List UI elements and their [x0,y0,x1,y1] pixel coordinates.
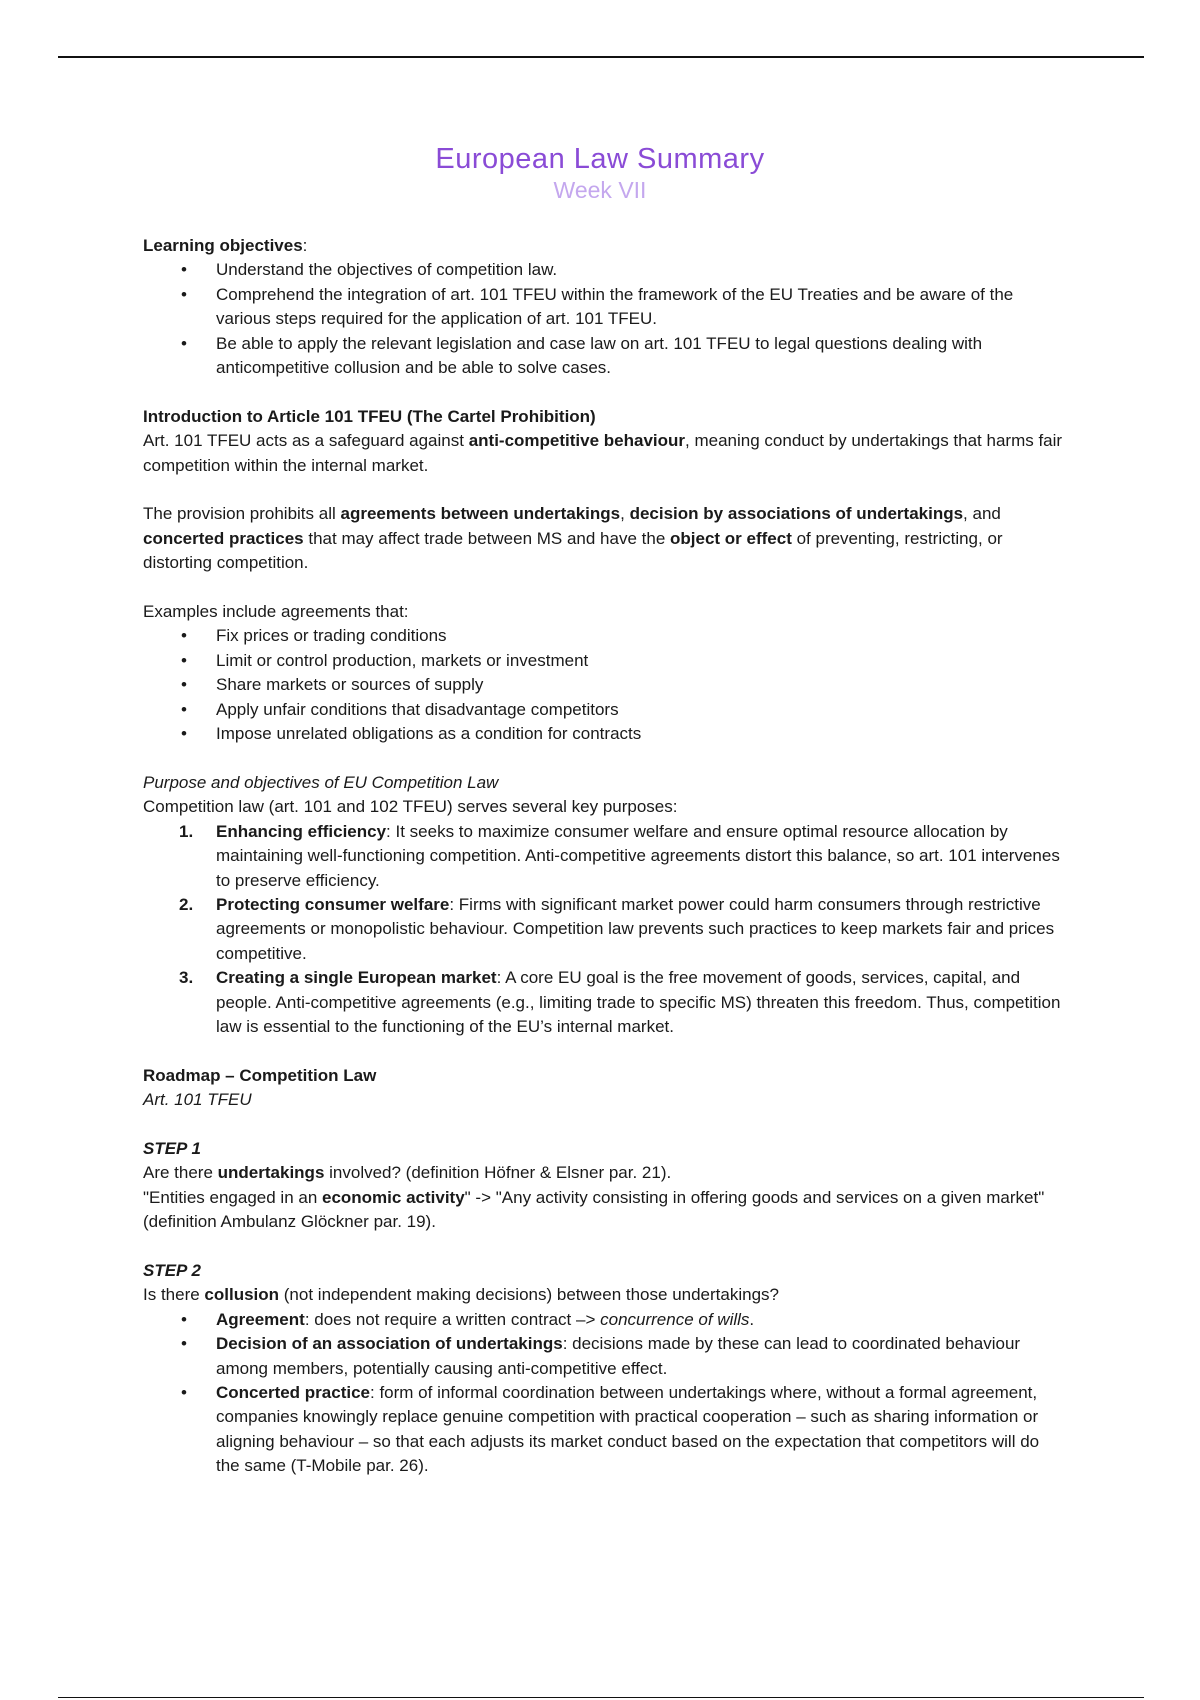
list-item: • Comprehend the integration of art. 101 TFEU within the framework of the EU Treaties and be aware of the various steps required for the application of art. 101 TFEU. [143,283,1063,332]
list-item: • Concerted practice: form of informal coordination between undertakings where, without a formal agreement, companies knowingly replace genuine competition with practical cooperation – such as sharing information or aligning behaviour – so that each adjusts its market conduct based on the expectation that competitors will do the same (T-Mobile par. 26). [143,1381,1063,1479]
collusion-forms-list [143,1308,1063,1479]
step1-line-2: "Entities engaged in an economic activity" -> "Any activity consisting in offering goods and services on a given market" (definition Ambulanz Glöckner par. 19). [143,1187,1045,1232]
list-item: • Be able to apply the relevant legislation and case law on art. 101 TFEU to legal questions dealing with anticompetitive collusion and be able to solve cases. [143,332,1063,381]
list-item: 1. Enhancing efficiency: It seeks to maximize consumer welfare and ensure optimal resource allocation by maintaining well-functioning competition. Anti-competitive agreements distort this balance, so art. 101 intervenes to preserve efficiency. [179,821,1060,890]
learning-objectives-list [143,258,1063,380]
step1-heading: STEP 1 [143,1138,201,1158]
list-item: • Decision of an association of undertakings: decisions made by these can lead to coordinated behaviour among members, potentially causing anti-competitive effect. [143,1332,1063,1381]
document-header [0,142,1200,204]
list-item: 3. Creating a single European market: A core EU goal is the free movement of goods, services, capital, and people. Anti-competitive agreements (e.g., limiting trade to specific MS) threaten this freedom. Thus, competition law is essential to the functioning of the EU’s internal market. [179,968,1061,1036]
footer-rule [58,1697,1144,1698]
intro-heading: Introduction to Article 101 TFEU (The Cartel Prohibition) [143,406,596,426]
step2-heading: STEP 2 [143,1260,201,1280]
list-item: 2. Protecting consumer welfare: Firms with significant market power could harm consumers through restrictive agreements or monopolistic behaviour. Competition law prevents such practices to keep markets fair and prices competitive. [179,894,1055,963]
purpose-list [143,820,1063,1040]
list-item: • Understand the objectives of competition law. [143,258,1063,282]
list-item: • Impose unrelated obligations as a condition for contracts [143,722,1063,746]
header-rule [58,56,1144,58]
list-item: • Agreement: does not require a written contract –> concurrence of wills. [143,1308,1063,1332]
roadmap-subheading: Art. 101 TFEU [143,1090,252,1110]
intro-paragraph-2: The provision prohibits all agreements between undertakings, decision by associations of undertakings, and concerted practices that may affect trade between MS and have the object or effect of preventing, restricting, or distorting competition. [143,504,1003,573]
intro-paragraph-1: Art. 101 TFEU acts as a safeguard against anti-competitive behaviour, meaning conduct by undertakings that harms fair competition within the internal market. [143,431,1063,475]
examples-list [143,624,1063,746]
examples-lead: Examples include agreements that: [143,602,409,622]
list-item: • Fix prices or trading conditions [143,624,1063,648]
step1-line-1: Are there undertakings involved? (definition Höfner & Elsner par. 21). [143,1163,672,1183]
document-body [143,234,1063,1479]
roadmap-heading: Roadmap – Competition Law [143,1065,377,1085]
document-title: European Law Summary [435,143,765,175]
purpose-lead: Competition law (art. 101 and 102 TFEU) serves several key purposes: [143,797,678,817]
purpose-heading: Purpose and objectives of EU Competition Law [143,772,499,792]
list-item: • Limit or control production, markets or investment [143,649,1063,673]
learning-objectives-heading: Learning objectives: [143,236,308,255]
step2-lead: Is there collusion (not independent making decisions) between those undertakings? [143,1285,779,1305]
list-item: • Share markets or sources of supply [143,673,1063,697]
list-item: • Apply unfair conditions that disadvantage competitors [143,698,1063,722]
document-subtitle: Week VII [553,177,647,203]
